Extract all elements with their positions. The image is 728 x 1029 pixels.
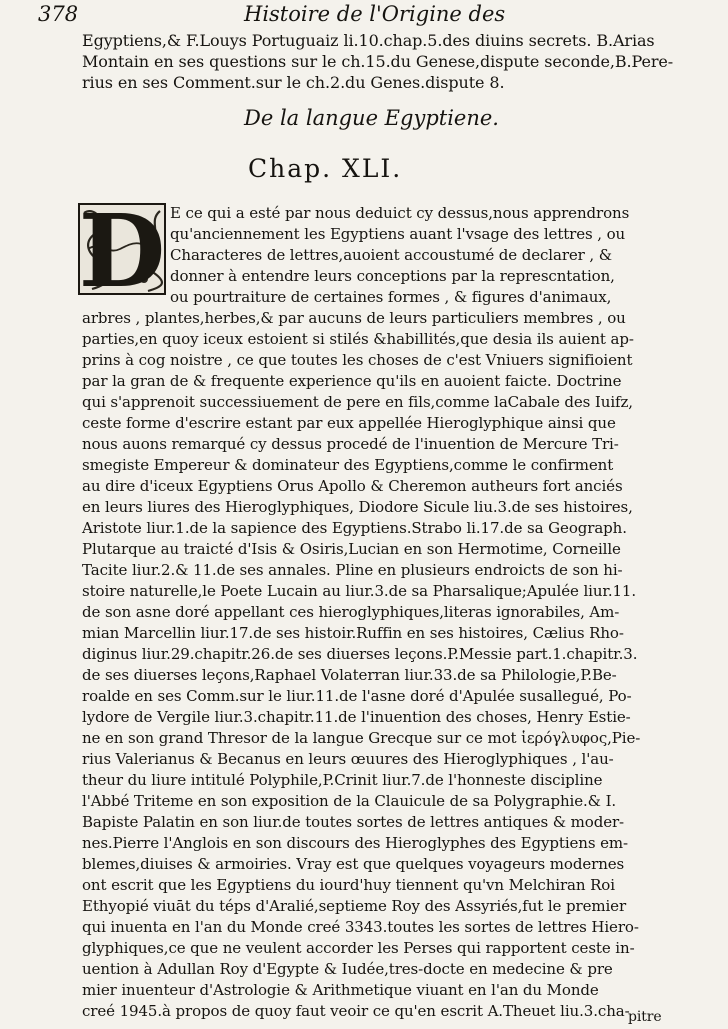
text-line: au dire d'iceux Egyptiens Orus Apollo & Cheremon autheurs fort anciés <box>82 477 623 495</box>
text-line: smegiste Empereur & dominateur des Egyptiens,comme le confirment <box>82 456 614 474</box>
text-line: rius en ses Comment.sur le ch.2.du Genes.dispute 8. <box>82 73 505 92</box>
text-line: stoire naturelle,le Poete Lucain au liur.3.de sa Pharsalique;Apulée liur.11. <box>82 582 637 600</box>
text-line: E ce qui a esté par nous deduict cy dessus,nous apprendrons <box>170 204 630 222</box>
text-line: uention à Adullan Roy d'Egypte & Iudée,tres-docte en medecine & pre <box>82 960 613 978</box>
text-line: qui inuenta en l'an du Monde creé 3343.toutes les sortes de lettres Hiero- <box>82 918 639 936</box>
text-line: l'Abbé Triteme en son exposition de la Clauicule de sa Polygraphie.& I. <box>82 792 617 810</box>
text-line: Plutarque au traicté d'Isis & Osiris,Lucian en son Hermotime, Corneille <box>82 540 621 558</box>
text-line: lydore de Vergile liur.3.chapitr.11.de l'inuention des choses, Henry Estie- <box>82 708 631 726</box>
page-header <box>38 2 678 30</box>
text-line: roalde en ses Comm.sur le liur.11.de l'asne doré d'Apulée susallegué, Po- <box>82 687 632 705</box>
text-line: nous auons remarqué cy dessus procedé de l'inuention de Mercure Tri- <box>82 435 619 453</box>
text-line: ceste forme d'escrire estant par eux appellée Hieroglyphique ainsi que <box>82 414 616 432</box>
text-line: parties,en quoy iceux estoient si stilés &habillités,que desia ils auient ap- <box>82 330 634 348</box>
chapter-title: Chap. XLI. <box>248 154 403 183</box>
text-line: ne en son grand Thresor de la langue Grecque sur ce mot ἱερόγλυφος,Pie- <box>82 729 641 747</box>
text-line: Montain en ses questions sur le ch.15.du Genese,dispute seconde,B.Pere- <box>82 52 674 71</box>
dropcap-letter: D <box>78 192 166 310</box>
text-line: en leurs liures des Hieroglyphiques, Diodore Sicule liu.3.de ses histoires, <box>82 498 633 516</box>
text-line: de son asne doré appellant ces hieroglyphiques,literas ignorabiles, Am- <box>82 603 620 621</box>
text-line: arbres , plantes,herbes,& par aucuns de leurs particuliers membres , ou <box>82 309 626 327</box>
text-line: ou pourtraiture de certaines formes , & figures d'animaux, <box>170 288 612 306</box>
text-line: theur du liure intitulé Polyphile,P.Crinit liur.7.de l'honneste discipline <box>82 771 603 789</box>
text-line: Ethyopié viuāt du téps d'Aralié,septieme Roy des Assyriés,fut le premier <box>82 897 627 915</box>
text-line: Egyptiens,& F.Louys Portuguaiz li.10.chap.5.des diuins secrets. B.Arias <box>82 31 655 50</box>
running-title: Histoire de l'Origine des <box>244 2 506 26</box>
text-line: diginus liur.29.chapitr.26.de ses diuerses leçons.P.Messie part.1.chapitr.3. <box>82 645 638 663</box>
text-line: par la gran de & frequente experience qu'ils en auoient faicte. Doctrine <box>82 372 622 390</box>
text-line: donner à entendre leurs conceptions par la represcntation, <box>170 267 615 285</box>
text-line: Bapiste Palatin en son liur.de toutes sortes de lettres antiques & moder- <box>82 813 625 831</box>
section-title: De la langue Egyptiene. <box>244 106 499 130</box>
text-line: qu'anciennement les Egyptiens auant l'vsage des lettres , ou <box>170 225 626 243</box>
text-line: rius Valerianus & Becanus en leurs œuures des Hieroglyphiques , l'au- <box>82 750 614 768</box>
text-line: nes.Pierre l'Anglois en son discours des Hieroglyphes des Egyptiens em- <box>82 834 629 852</box>
text-line: blemes,diuises & armoiries. Vray est que quelques voyageurs modernes <box>82 855 625 873</box>
catchword: pitre <box>628 1009 662 1025</box>
text-line: Aristote liur.1.de la sapience des Egyptiens.Strabo li.17.de sa Geograph. <box>82 519 627 537</box>
page-number: 378 <box>38 2 79 26</box>
ornamental-dropcap <box>78 192 166 310</box>
text-line: prins à cog noistre , ce que toutes les choses de c'est Vniuers signifioient <box>82 351 633 369</box>
text-line: mian Marcellin liur.17.de ses histoir.Ruffin en ses histoires, Cælius Rho- <box>82 624 624 642</box>
text-line: mier inuenteur d'Astrologie & Arithmetique viuant en l'an du Monde <box>82 981 599 999</box>
text-line: qui s'apprenoit successiuement de pere en fils,comme laCabale des Iuifz, <box>82 393 633 411</box>
text-line: glyphiques,ce que ne veulent accorder les Perses qui rapportent ceste in- <box>82 939 635 957</box>
text-line: Characteres de lettres,auoient accoustumé de declarer , & <box>170 246 613 264</box>
text-line: de ses diuerses leçons,Raphael Volaterran liur.33.de sa Philologie,P.Be- <box>82 666 617 684</box>
text-line: creé 1945.à propos de quoy faut veoir ce qu'en escrit A.Theuet liu.3.cha- <box>82 1002 630 1020</box>
text-line: Tacite liur.2.& 11.de ses annales. Pline en plusieurs endroicts de son hi- <box>82 561 623 579</box>
text-line: ont escrit que les Egyptiens du iourd'huy tiennent qu'vn Melchiran Roi <box>82 876 615 894</box>
